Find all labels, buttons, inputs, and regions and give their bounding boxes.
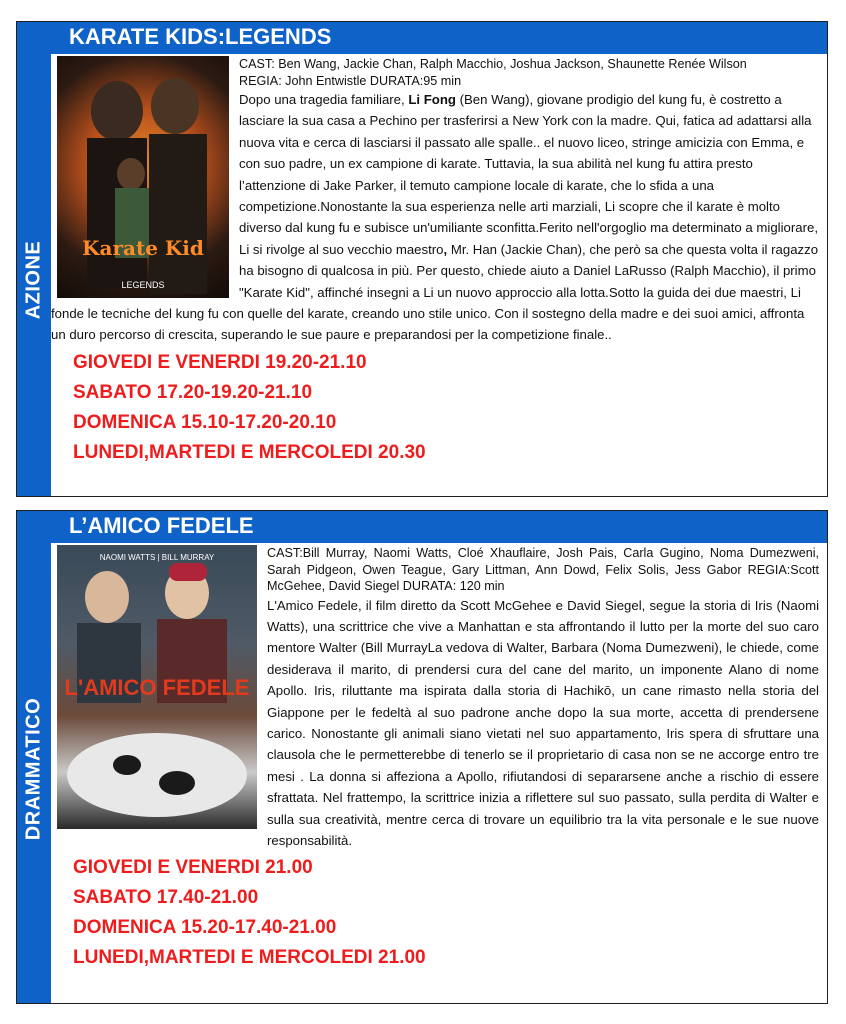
poster-subtitle: LEGENDS	[121, 280, 165, 290]
showtime-line: LUNEDI,MARTEDI E MERCOLEDI 20.30	[73, 441, 426, 463]
showtime-line: GIOVEDI E VENERDI 19.20-21.10	[73, 351, 367, 373]
movie-card-amico-fedele	[16, 510, 828, 1004]
movie-poster	[57, 545, 257, 829]
synopsis-comma: ,	[443, 241, 448, 257]
showtime-line: LUNEDI,MARTEDI E MERCOLEDI 21.00	[73, 947, 426, 969]
showtime-line: SABATO 17.20-19.20-21.10	[73, 381, 313, 403]
genre-sidebar	[17, 511, 51, 1003]
movie-poster	[57, 56, 229, 298]
genre-sidebar	[17, 22, 51, 496]
movie-cast: CAST:Bill Murray, Naomi Watts, Cloé Xhauflaire, Josh Pais, Carla Gugino, Noma Dumezweni, Sarah Pidgeon, Owen Teague, Gary Littman, Ann Dowd, Felix Solis, Jess Gabor REGIA:Scott McGehee, David Siegel DURATA: 120 min	[267, 546, 819, 593]
movie-title: KARATE KIDS:LEGENDS	[69, 24, 332, 49]
movie-title: L’AMICO FEDELE	[69, 513, 254, 538]
showtime-line: SABATO 17.40-21.00	[73, 887, 259, 909]
poster-subtitle: NAOMI WATTS | BILL MURRAY	[99, 553, 215, 562]
synopsis-part: Dopo una tragedia familiare,	[239, 92, 409, 107]
synopsis-name: Li Fong	[408, 92, 456, 107]
title-bar	[51, 511, 827, 543]
showtime-line: GIOVEDI E VENERDI 21.00	[73, 857, 313, 879]
genre-label: AZIONE	[22, 240, 45, 320]
movie-content	[51, 543, 827, 1003]
movie-content	[51, 54, 827, 496]
movie-director: REGIA: John Entwistle DURATA:95 min	[239, 73, 462, 88]
poster-title: Karate Kid	[82, 236, 204, 260]
showtime-line: DOMENICA 15.10-17.20-20.10	[73, 411, 337, 433]
title-bar	[51, 22, 827, 54]
showtime-line: DOMENICA 15.20-17.40-21.00	[73, 917, 337, 939]
genre-label: DRAMMATICO	[22, 697, 45, 841]
synopsis-part: (Ben Wang), giovane prodigio del kung fu, è costretto a lasciare la sua casa a Pechino per trasferirsi a New York con la madre. Qui, fatica ad adattarsi alla nuova vita e cerca di lasciarsi il passato alle spalle.. el nuovo liceo, stringe amicizia con Emma, e con suo padre, un ex campione di karate. Tuttavia, la sua abilità nel kung fu attira presto l’attenzione di Jake Parker, il temuto campione locale di karate, che lo sfida a una competizione.Nonostante la sua esperienza nelle arti marziali, Li scopre che il karate è molto diverso dal kung fu e subisce un'umiliante sconfitta.Ferito nell'orgoglio ma determinato a migliorare, Li si rivolge al suo vecchio maestro	[239, 92, 818, 257]
showtimes	[51, 348, 827, 468]
showtimes	[51, 853, 827, 973]
movie-synopsis: L'Amico Fedele, il film diretto da Scott McGehee e David Siegel, segue la storia di Iris (Naomi Watts), una scrittrice che vive a Manhattan e sta affrontando il lutto per la morte del suo caro mentore Walter (Bill MurrayLa vedova di Walter, Barbara (Noma Dumezweni), le chiede, come desiderava il marito, di prendersi cura del cane del marito, un imponente Alano di nome Apollo. Iris, riluttante ma ispirata dalla storia di Hachikō, un cane rimasto nella storia del Giappone per le fedeltà al suo padrone anche dopo la sua morte, accetta di prendersene carico. Nonostante gli animali siano vietati nel suo appartamento, Iris spera di sfruttare una clausola che le permetterebbe di tenerlo se il proprietario di casa non se ne accorge entro tre mesi . La donna si affeziona a Apollo, rifiutandosi di separarsene anche a rischio di essere sfrattata. Nel frattempo, la scrittrice inizia a riflettere sul suo passato, sulla perdita di Walter e sulla sua creatività, mentre cerca di trovare un equilibrio tra la vita personale e le sue nuove responsabilità.	[267, 597, 819, 848]
movie-cast: CAST: Ben Wang, Jackie Chan, Ralph Macchio, Joshua Jackson, Shaunette Renée Wilson	[239, 57, 747, 71]
movie-card-karate-kid	[16, 21, 828, 497]
synopsis-part: Mr. Han (Jackie Chan), che però sa che questa volta il ragazzo ha bisogno di qualcosa in più. Per questo, chiede aiuto a Daniel LaRusso (Ralph Macchio), il primo "Karate Kid", affinché insegni a Li un nuovo approccio alla lotta.Sotto la guida dei due maestri, Li fonde le tecniche del kung fu con quelle del karate, creando uno stile unico. Con il sostegno della madre e dei suoi amici, affronta un duro percorso di crescita, superando le sue paure e preparandosi per la competizione finale..	[51, 241, 819, 343]
poster-title: L'AMICO FEDELE	[64, 675, 250, 700]
poster-figures-icon	[57, 56, 229, 298]
